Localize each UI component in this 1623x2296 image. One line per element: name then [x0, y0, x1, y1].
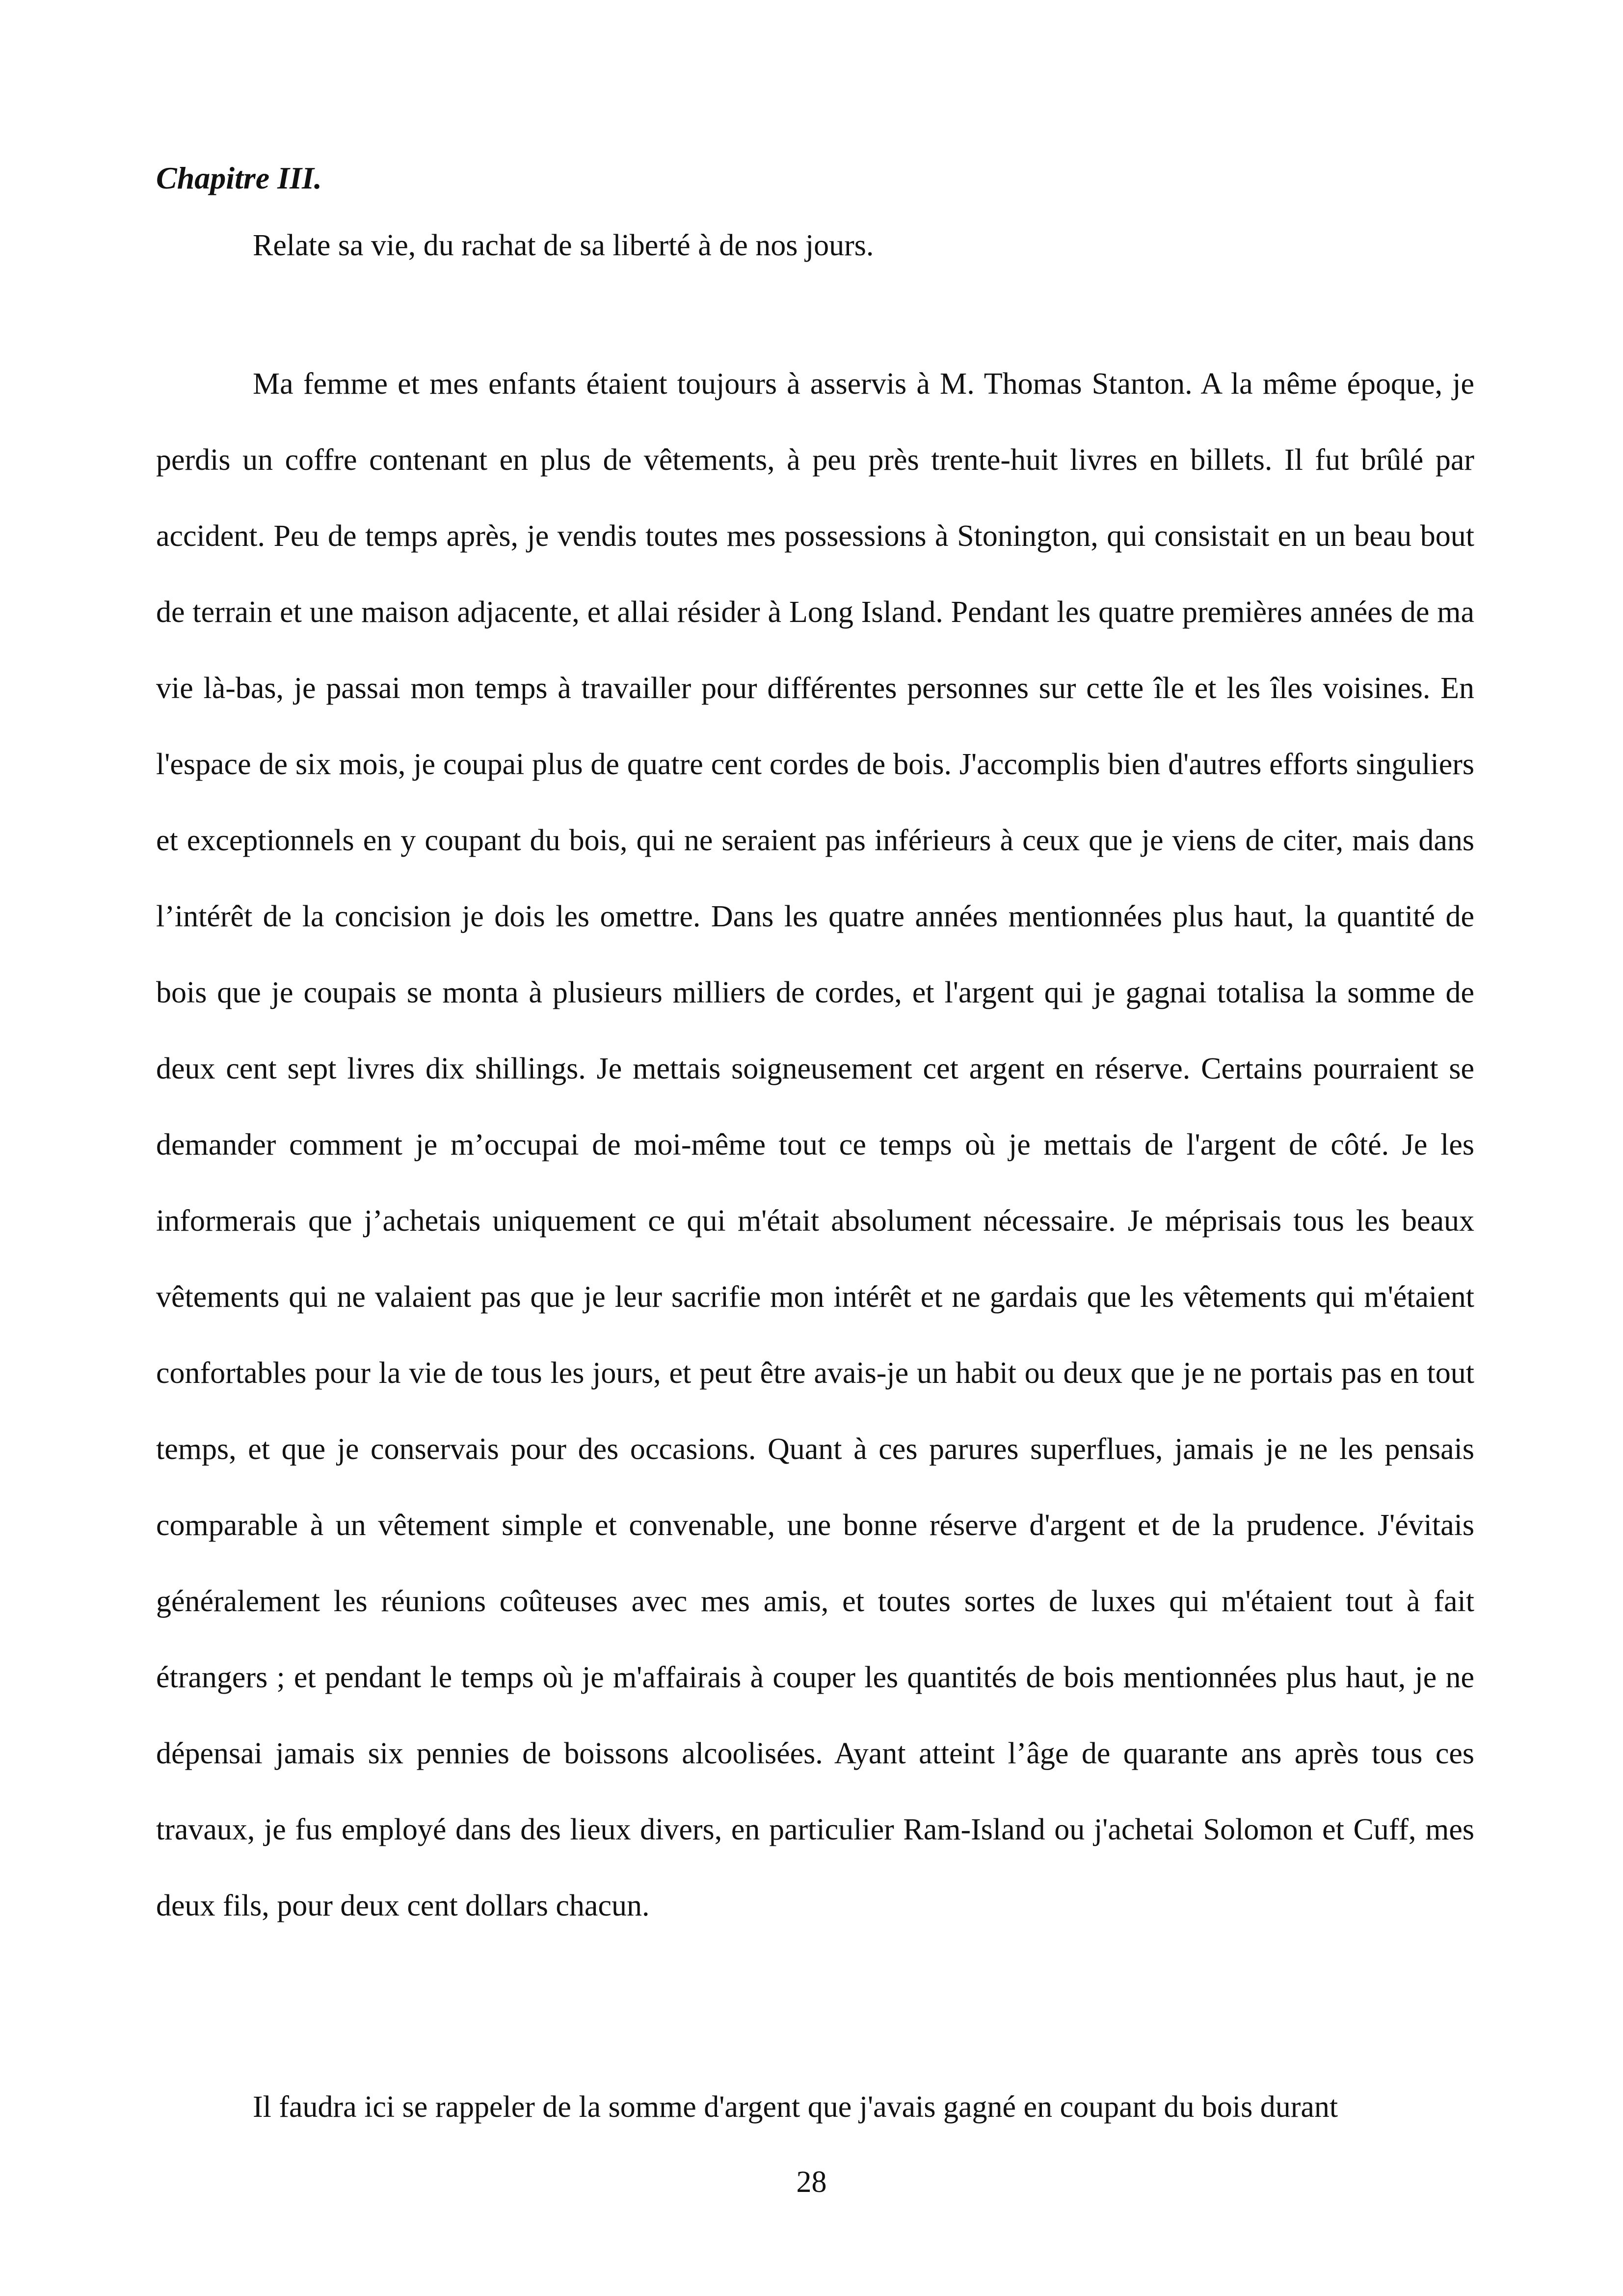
- body-paragraph: Ma femme et mes enfants étaient toujours à asservis à M. Thomas Stanton. A la même époque, je perdis un coffre contenant en plus de vêtements, à peu près trente-huit livres en billets. Il fut brûlé par accident. Peu de temps après, je vendis toutes mes possessions à Stonington, qui consistait en un beau bout de terrain et une maison adjacente, et allai résider à Long Island. Pendant les quatre premières années de ma vie là-bas, je passai mon temps à travailler pour différentes personnes sur cette île et les îles voisines. En l'espace de six mois, je coupai plus de quatre cent cordes de bois. J'accomplis bien d'autres efforts singuliers et exceptionnels en y coupant du bois, qui ne seraient pas inférieurs à ceux que je viens de citer, mais dans l’intérêt de la concision je dois les omettre. Dans les quatre années mentionnées plus haut, la quantité de bois que je coupais se monta à plusieurs milliers de cordes, et l'argent qui je gagnai totalisa la somme de deux cent sept livres dix shillings. Je mettais soigneusement cet argent en réserve. Certains pourraient se demander comment je m’occupai de moi-même tout ce temps où je mettais de l'argent de côté. Je les informerais que j’achetais uniquement ce qui m'était absolument nécessaire. Je méprisais tous les beaux vêtements qui ne valaient pas que je leur sacrifie mon intérêt et ne gardais que les vêtements qui m'étaient confortables pour la vie de tous les jours, et peut être avais-je un habit ou deux que je ne portais pas en tout temps, et que je conservais pour des occasions. Quant à ces parures superflues, jamais je ne les pensais comparable à un vêtement simple et convenable, une bonne réserve d'argent et de la prudence. J'évitais généralement les réunions coûteuses avec mes amis, et toutes sortes de luxes qui m'étaient tout à fait étrangers ; et pendant le temps où je m'affairais à couper les quantités de bois mentionnées plus haut, je ne dépensai jamais six pennies de boissons alcoolisées. Ayant atteint l’âge de quarante ans après tous ces travaux, je fus employé dans des lieux divers, en particulier Ram-Island ou j'achetai Solomon et Cuff, mes deux fils, pour deux cent dollars chacun.: [156, 367, 1474, 1922]
- body-paragraph: Il faudra ici se rappeler de la somme d'argent que j'avais gagné en coupant du bois durant: [253, 2090, 1338, 2124]
- page-number: 28: [796, 2165, 827, 2199]
- chapter-title: Chapitre III.: [156, 161, 322, 195]
- chapter-subtitle: Relate sa vie, du rachat de sa liberté à de nos jours.: [253, 229, 874, 262]
